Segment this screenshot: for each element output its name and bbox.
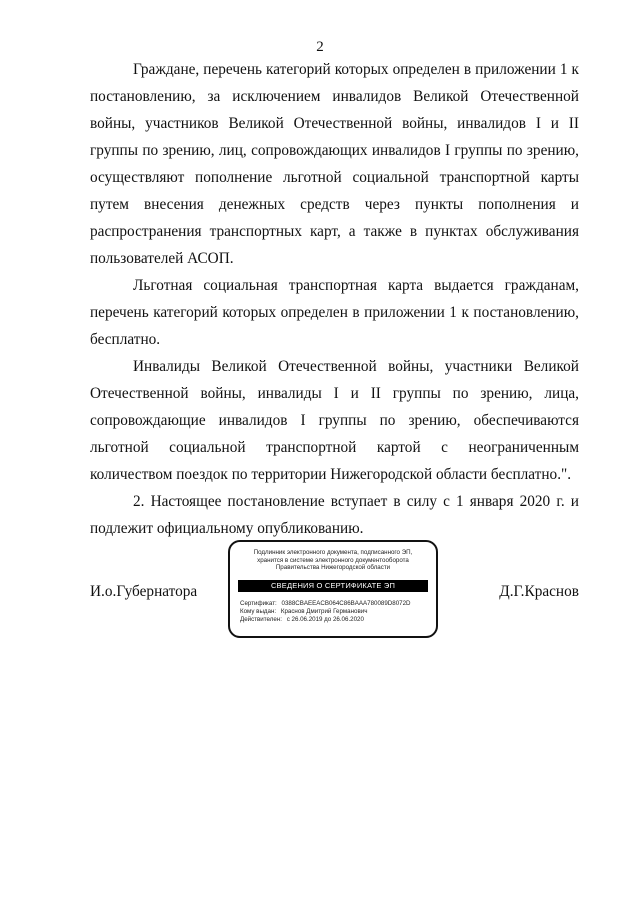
electronic-signature-stamp xyxy=(228,540,438,638)
stamp-issued-to-row xyxy=(240,608,411,616)
signature-block xyxy=(90,540,579,640)
paragraph-recharge: Граждане, перечень категорий которых определен в приложении 1 к постановлению, за исключением инвалидов Великой Отечественной войны, участников Великой Отечественной войны, инвалидов I и II группы по зрению, лиц, сопровождающих инвалидов I группы по зрению, осуществляют пополнение льготной социальной транспортной карты путем внесения денежных средств через пункты пополнения и распространения транспортных карт, а также в пунктах обслуживания пользователей АСОП. xyxy=(90,61,579,267)
paragraph-effective-date: 2. Настоящее постановление вступает в силу с 1 января 2020 г. и подлежит официальному опубликованию. xyxy=(90,493,579,537)
document-body xyxy=(90,56,579,542)
paragraph-card-issue: Льготная социальная транспортная карта выдается гражданам, перечень категорий которых определен в приложении 1 к постановлению, бесплатно. xyxy=(90,277,579,348)
signatory-position: И.о.Губернатора xyxy=(90,583,198,600)
signatory-name: Д.Г.Краснов xyxy=(499,583,579,600)
stamp-valid-label: Действителен: xyxy=(240,616,282,623)
stamp-details xyxy=(240,600,411,624)
stamp-header-line: хранится в системе электронного документооборота xyxy=(257,556,409,564)
stamp-valid-value: с 26.06.2019 до 26.06.2020 xyxy=(286,616,364,623)
stamp-header xyxy=(230,549,436,572)
paragraph-unlimited-trips: Инвалиды Великой Отечественной войны, участники Великой Отечественной войны, инвалиды I и II группы по зрению, лица, сопровождающие инвалидов I группы по зрению, обеспечиваются льготной социальной транспортной картой с неограниченным количеством поездок по территории Нижегородской области бесплатно.". xyxy=(90,358,579,483)
stamp-header-line: Подлинник электронного документа, подписанного ЭП, xyxy=(253,549,413,556)
stamp-valid-row xyxy=(240,616,411,624)
stamp-certificate-value: 0388CBAEEACB064C86BAAA780089D8072D xyxy=(281,600,411,607)
stamp-issued-to-value: Краснов Дмитрий Германович xyxy=(280,608,368,615)
stamp-title: СВЕДЕНИЯ О СЕРТИФИКАТЕ ЭП xyxy=(238,580,428,592)
stamp-certificate-row xyxy=(240,600,411,608)
page-number: 2 xyxy=(316,39,324,55)
stamp-certificate-label: Сертификат: xyxy=(240,600,277,607)
stamp-header-line: Правительства Нижегородской области xyxy=(275,564,391,571)
stamp-issued-to-label: Кому выдан: xyxy=(240,608,277,615)
